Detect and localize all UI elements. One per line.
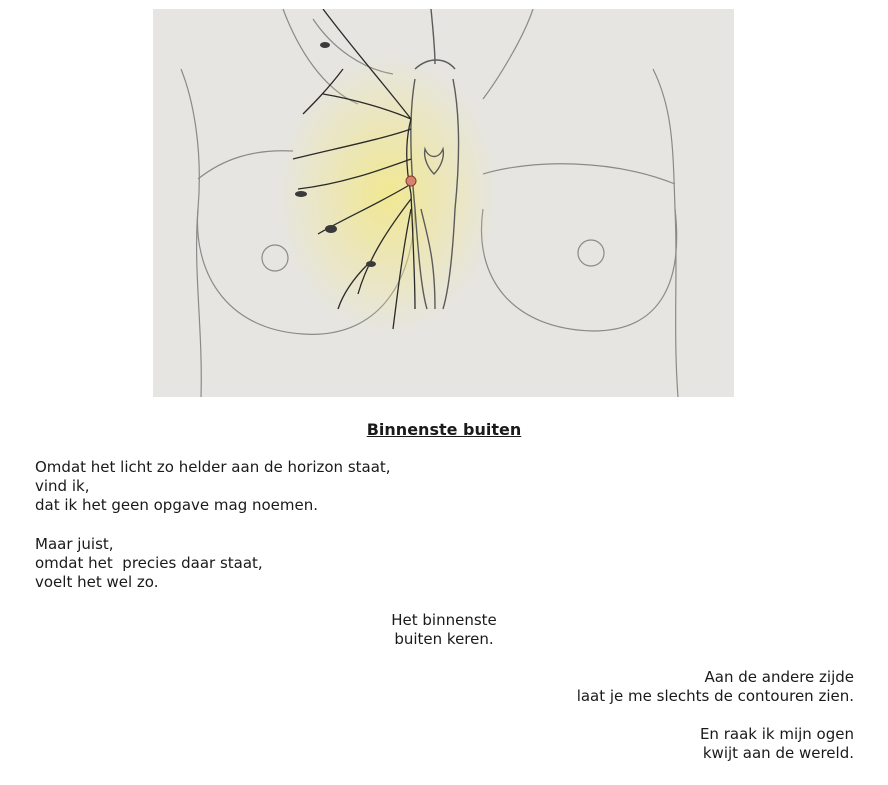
poem-line: Omdat het licht zo helder aan de horizon staat, [35, 458, 391, 476]
poem-line: kwijt aan de wereld. [702, 744, 854, 762]
stanza-5 [700, 725, 854, 763]
poem-line: buiten keren. [394, 630, 494, 648]
poem-line: Maar juist, [35, 535, 114, 553]
poem-line: Het binnenste [391, 611, 497, 629]
poem-line: omdat het precies daar staat, [35, 554, 263, 572]
stanza-1 [35, 458, 391, 515]
poem-line: Aan de andere zijde [704, 668, 854, 686]
poem-line: voelt het wel zo. [35, 573, 159, 591]
artwork-drawing [153, 9, 734, 397]
poem-line: En raak ik mijn ogen [699, 725, 854, 743]
poem-title: Binnenste buiten [366, 420, 522, 439]
poem-line: vind ik, [35, 477, 90, 495]
stanza-2 [35, 535, 263, 592]
stanza-4 [577, 668, 854, 706]
poem-line: dat ik het geen opgave mag noemen. [35, 496, 319, 514]
poem-line: laat je me slechts de contouren zien. [576, 687, 854, 705]
butterfly-torso-sketch [153, 9, 734, 397]
stanza-3 [0, 611, 888, 649]
